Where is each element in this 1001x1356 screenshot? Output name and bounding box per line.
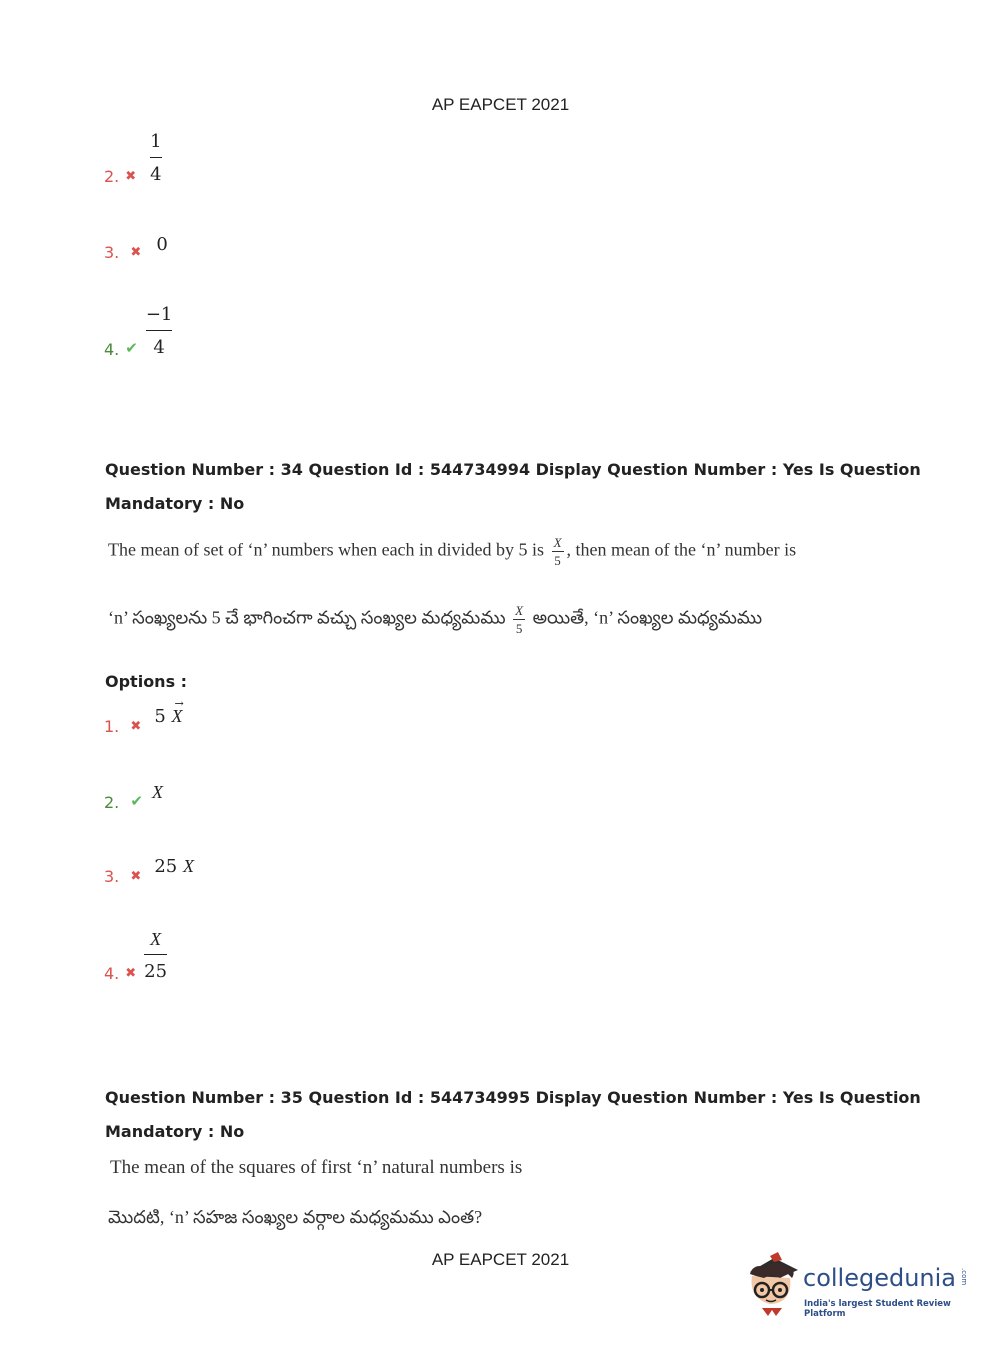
numerator: X [150,929,162,949]
cross-icon: ✖ [130,245,142,260]
numerator: X [553,535,562,550]
check-icon: ✔ [130,792,143,810]
option-number: 4. [104,340,120,359]
q35-question-english: The mean of the squares of first ‘n’ natural numbers is [110,1157,523,1178]
option-fraction [150,133,161,184]
denominator: 4 [153,337,165,358]
question-text: అయితే, ‘n’ సంఖ్యల మధ్యమము [532,607,763,628]
denominator: 25 [144,961,168,982]
denominator: 5 [515,621,523,636]
prev-option-3 [104,234,168,262]
cross-icon: ✖ [130,719,142,734]
option-fraction [146,306,173,357]
option-value [154,856,194,877]
cross-icon: ✖ [130,869,142,884]
option-value: 0 [156,234,168,255]
variable: X [183,856,194,876]
question-text: The mean of set of ‘n’ numbers when each in divided by 5 is [108,539,545,560]
q34-option-3 [104,856,194,886]
options-label: Options : [105,672,188,691]
logo-wordmark: collegedunia [803,1264,957,1292]
vector-arrow-icon: → [174,697,184,710]
q35-question-telugu: మొదటి, ‘n’ సహజ సంఖ్యల వర్గాల మధ్యమము ఎంత? [108,1207,483,1227]
inline-fraction [513,604,525,635]
q34-question-english [108,536,796,567]
page-footer: AP EAPCET 2021 [431,1250,570,1269]
mascot-icon [740,1248,802,1316]
prev-option-4 [104,306,172,357]
option-number: 3. [104,243,120,262]
option-number: 1. [104,717,120,736]
option-value [154,697,184,727]
option-value [152,782,163,803]
page-header: AP EAPCET 2021 [431,95,570,114]
logo-suffix: .com [960,1268,968,1286]
q34-meta-line1: Question Number : 34 Question Id : 544734994 Display Question Number : Yes Is Question [105,460,921,479]
option-fraction [144,930,167,981]
denominator: 5 [554,553,561,568]
q34-option-1 [104,697,184,736]
q34-option-2 [104,782,164,812]
numerator: X [515,603,524,618]
numerator: −1 [145,304,173,325]
logo-tagline: India's largest Student Review Platform [804,1299,951,1319]
variable: X [171,706,183,726]
coefficient: 5 [154,706,166,727]
prev-option-2 [104,133,162,184]
option-number: 2. [104,167,120,186]
numerator: 1 [150,131,162,152]
question-text: , then mean of the ‘n’ number is [566,539,797,560]
option-number: 4. [104,964,120,983]
check-icon: ✔ [125,339,138,357]
q34-question-telugu [108,604,762,635]
denominator: 4 [150,164,162,185]
question-text: ‘n’ సంఖ్యలను 5 చే భాగించగా వచ్చు సంఖ్యల మధ్యమము [108,607,506,628]
variable: X [152,782,164,802]
coefficient: 25 [154,856,178,877]
inline-fraction [552,536,564,567]
cross-icon: ✖ [125,966,137,981]
collegedunia-logo [740,1248,970,1320]
cross-icon: ✖ [125,169,137,184]
q34-meta-line2: Mandatory : No [105,494,245,513]
option-number: 3. [104,867,120,886]
q35-meta-line2: Mandatory : No [105,1122,245,1141]
q34-option-4 [104,930,167,981]
option-number: 2. [104,793,120,812]
q35-meta-line1: Question Number : 35 Question Id : 544734995 Display Question Number : Yes Is Question [105,1088,921,1107]
